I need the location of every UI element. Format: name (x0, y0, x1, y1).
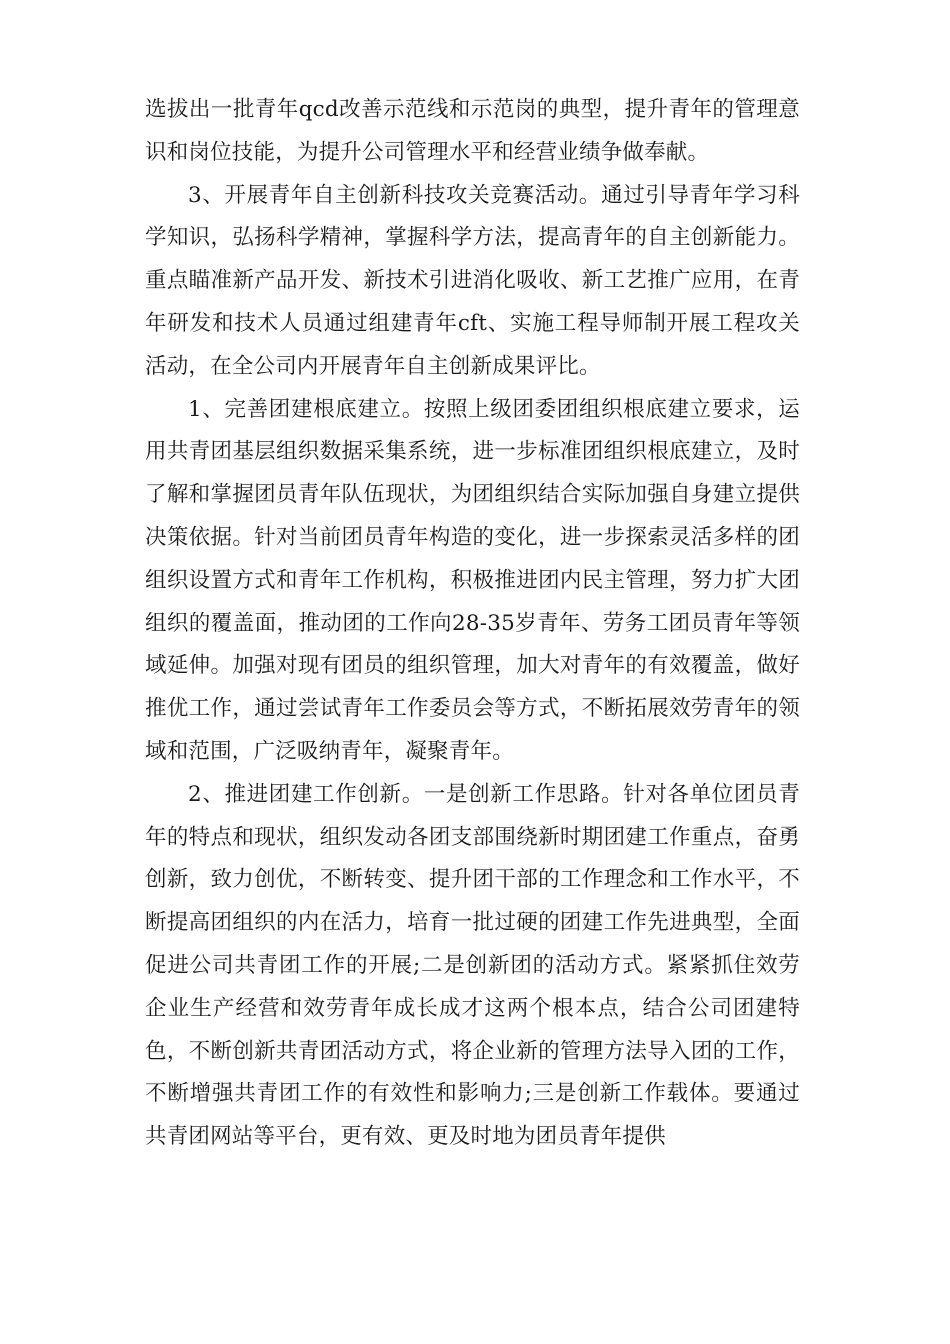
paragraph-work-innovation: 2、推进团建工作创新。一是创新工作思路。针对各单位团员青年的特点和现状，组织发动各团支部围绕新时期团建工作重点，奋勇创新，致力创优，不断转变、提升团干部的工作理念和工作水平，不断提高团组织的内在活力，培育一批过硬的团建工作先进典型，全面促进公司共青团工作的开展;二是创新团的活动方式。紧紧抓住效劳企业生产经营和效劳青年成长成才这两个根本点，结合公司团建特色，不断创新共青团活动方式，将企业新的管理方法导入团的工作，不断增强共青团工作的有效性和影响力;三是创新工作载体。要通过共青团网站等平台，更有效、更及时地为团员青年提供 (145, 781, 800, 1150)
paragraph-innovation-contest: 3、开展青年自主创新科技攻关竞赛活动。通过引导青年学习科学知识，弘扬科学精神，掌握科学方法，提高青年的自主创新能力。重点瞄准新产品开发、新技术引进消化吸收、新工艺推广应用，在青年研发和技术人员通过组建青年cft、实施工程导师制开展工程攻关活动，在全公司内开展青年自主创新成果评比。 (145, 182, 800, 379)
paragraph-organization-building: 1、完善团建根底建立。按照上级团委团组织根底建立要求，运用共青团基层组织数据采集系统，进一步标准团组织根底建立，及时了解和掌握团员青年队伍现状，为团组织结合实际加强自身建立提供决策依据。针对当前团员青年构造的变化，进一步探索灵活多样的团组织设置方式和青年工作机构，积极推进团内民主管理，努力扩大团组织的覆盖面，推动团的工作向28-35岁青年、劳务工团员青年等领域延伸。加强对现有团员的组织管理，加大对青年的有效覆盖，做好推优工作，通过尝试青年工作委员会等方式，不断拓展效劳青年的领域和范围，广泛吸纳青年，凝聚青年。 (145, 396, 800, 764)
document-body (145, 89, 800, 1159)
paragraph-continuation: 选拔出一批青年qcd改善示范线和示范岗的典型，提升青年的管理意识和岗位技能，为提升公司管理水平和经营业绩争做奉献。 (145, 97, 800, 165)
